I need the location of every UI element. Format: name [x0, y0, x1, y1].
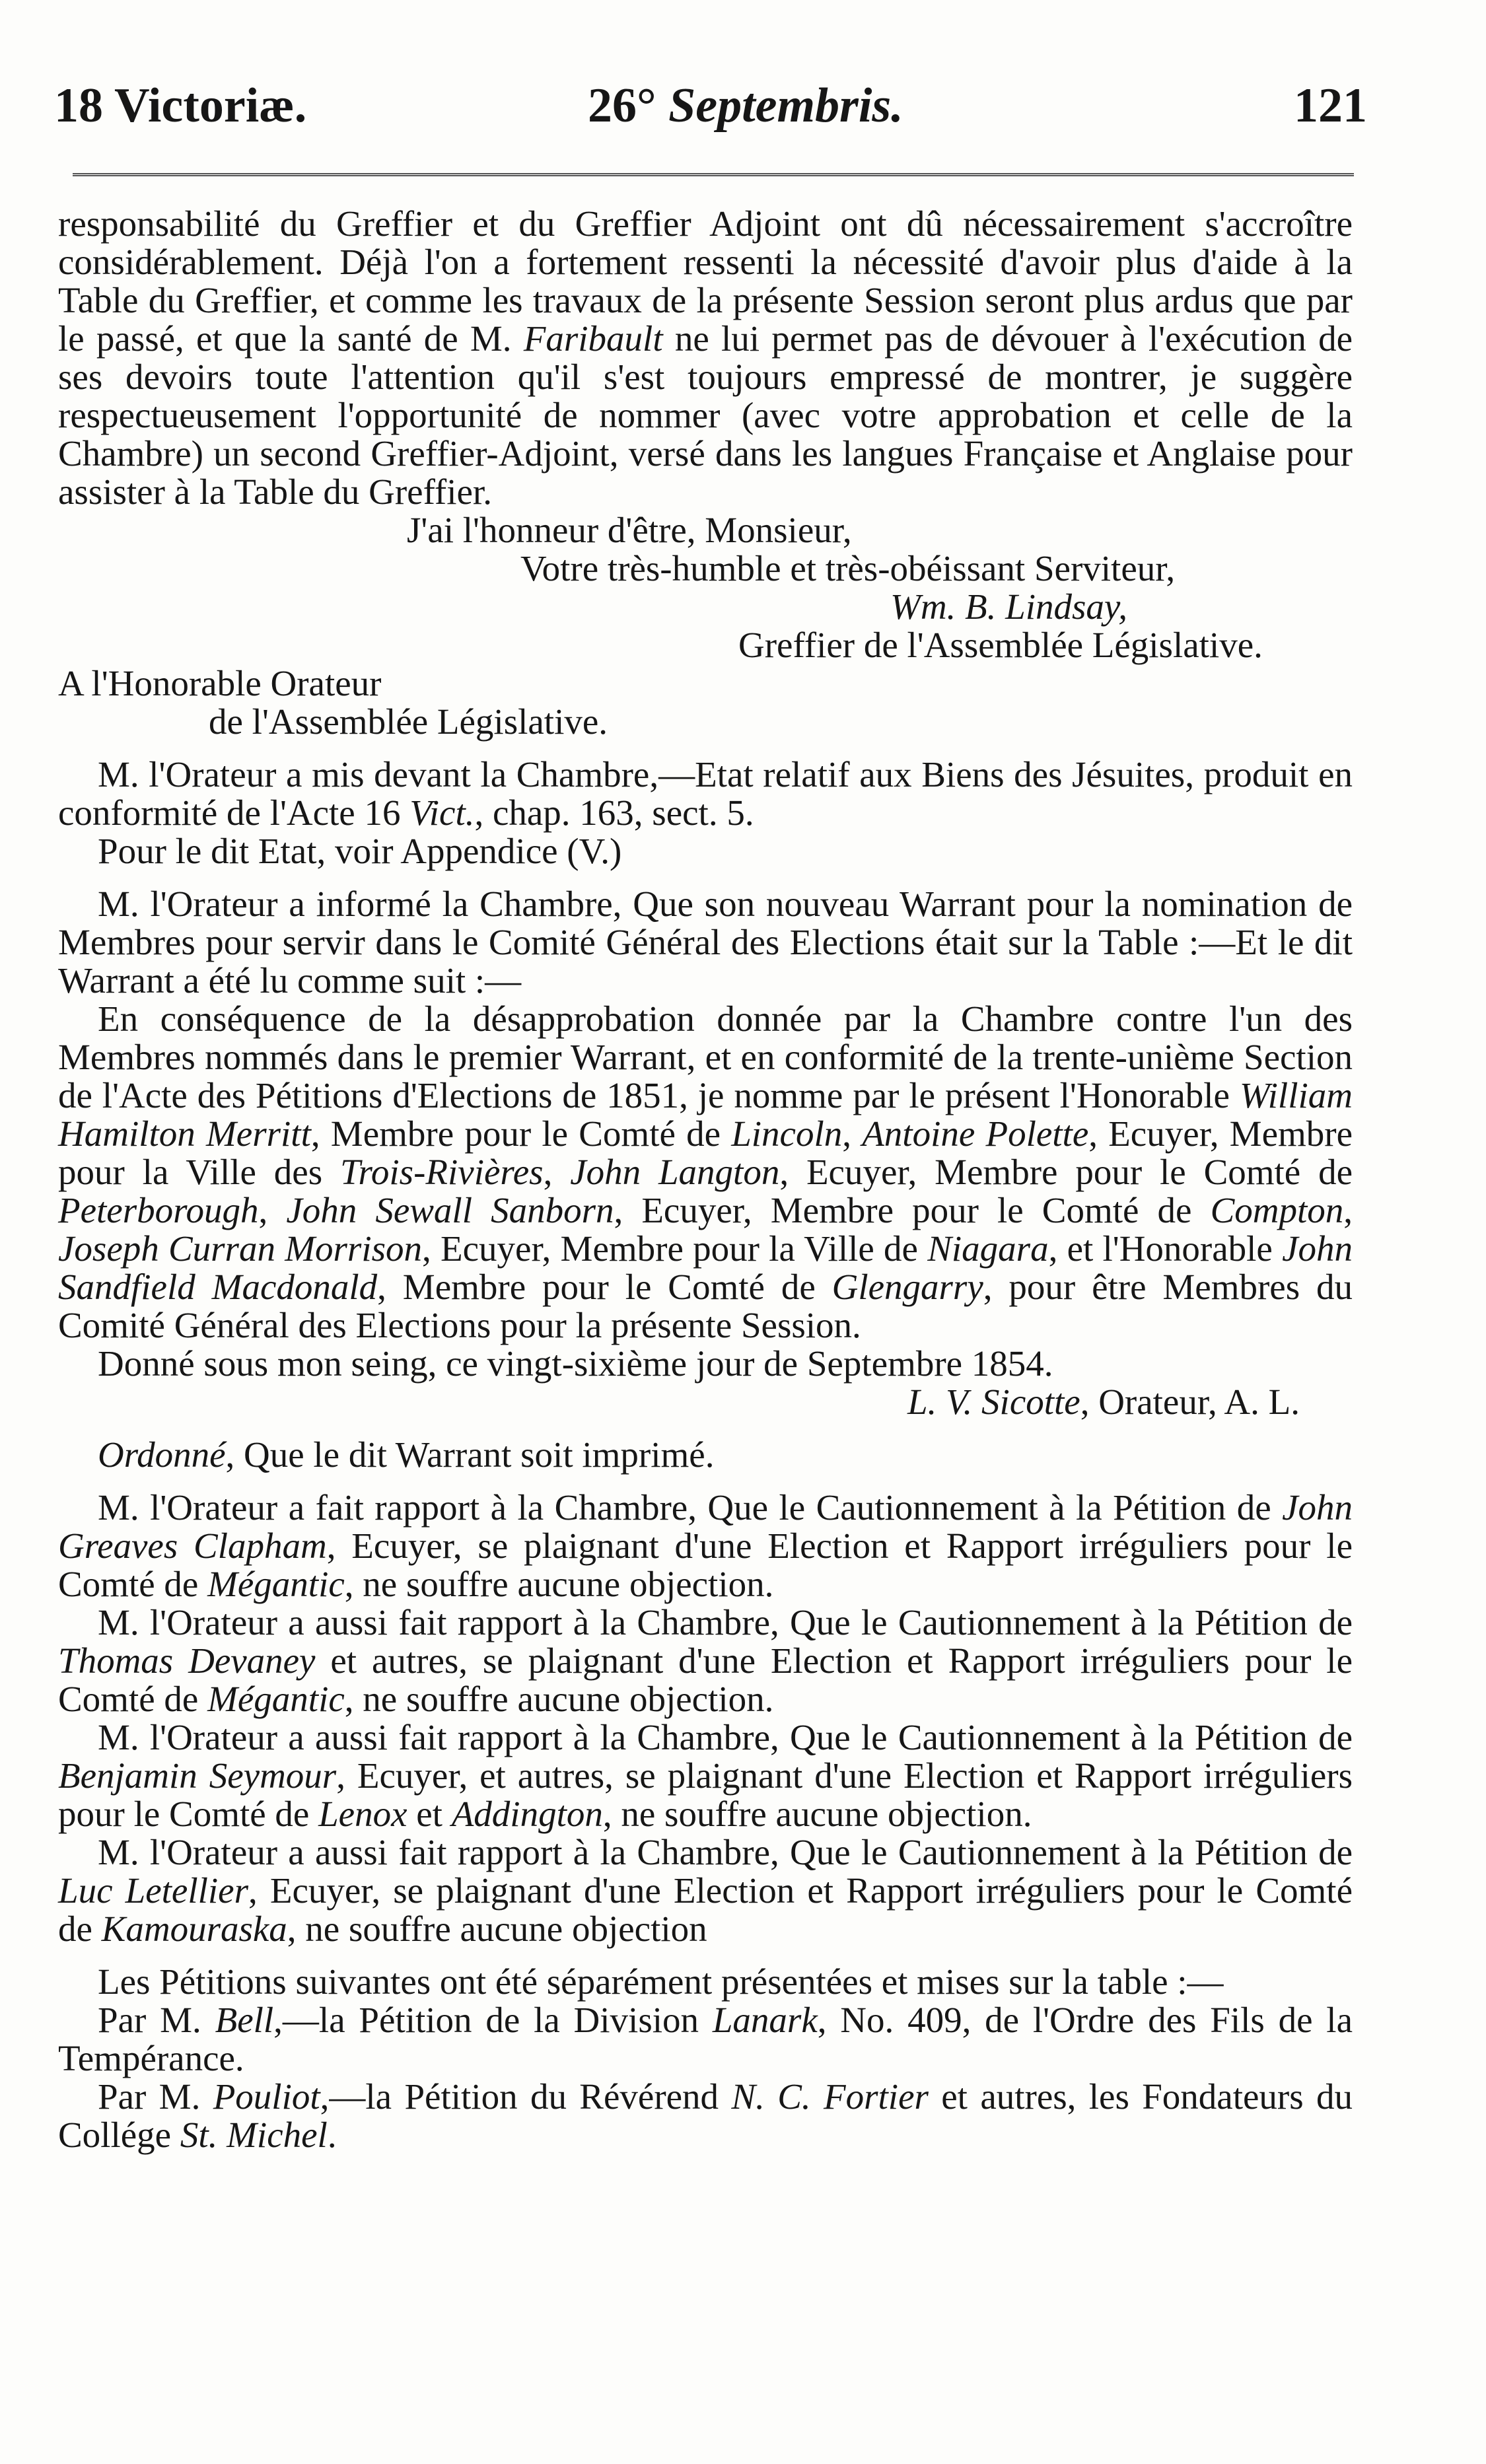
regnal-year: 18 Victoriæ. [54, 79, 307, 133]
recognizance-entry: M. l'Orateur a aussi fait rapport à la Chambre, Que le Cautionnement à la Pétition de Benjamin Seymour, Ecuyer, et autres, se plaignant d'une Election et Rapport irréguliers pour le Comté de Lenox et Addington, ne souffre aucune objection. [58, 1717, 1353, 1834]
letter-paragraph: responsabilité du Greffier et du Greffier Adjoint ont dû nécessairement s'accroître considérablement. Déjà l'on a fortement ressenti la nécessité d'avoir plus d'aide à la Table du Greffier, et comme les travaux de la présente Session seront plus ardus que par le passé, et que la santé de M. Faribault ne lui permet pas de dévouer à l'exécution de ses devoirs toute l'attention qu'il s'est toujours empressé de montrer, je suggère respectueusement l'opportunité de nommer (avec votre approbation et celle de la Chambre) un second Greffier-Adjoint, versé dans les langues Française et Anglaise pour assister à la Table du Greffier. [58, 203, 1353, 512]
page-number: 121 [1294, 79, 1367, 133]
running-head [54, 78, 1367, 144]
letter-address-2: de l'Assemblée Législative. [209, 701, 608, 742]
journal-body [58, 205, 1353, 2154]
petition-entry: Par M. Bell,—la Pétition de la Division Lanark, No. 409, de l'Ordre des Fils de la Tempérance. [58, 2000, 1353, 2078]
warrant-text: En conséquence de la désapprobation donnée par la Chambre contre l'un des Membres nommés dans le premier Warrant, et en conformité de la trente-unième Section de l'Acte des Pétitions d'Elections de 1851, je nomme par le présent l'Honorable William Hamilton Merritt, Membre pour le Comté de Lincoln, Antoine Polette, Ecuyer, Membre pour la Ville des Trois-Rivières, John Langton, Ecuyer, Membre pour le Comté de Peterborough, John Sewall Sanborn, Ecuyer, Membre pour le Comté de Compton, Joseph Curran Morrison, Ecuyer, Membre pour la Ville de Niagara, et l'Honorable John Sandfield Macdonald, Membre pour le Comté de Glengarry, pour être Membres du Comité Général des Elections pour la présente Session. [58, 999, 1353, 1345]
letter-signature-title: Greffier de l'Assemblée Législative. [738, 625, 1263, 665]
jesuits-estates-entry: M. l'Orateur a mis devant la Chambre,—Etat relatif aux Biens des Jésuites, produit en conformité de l'Acte 16 Vict., chap. 163, sect. 5. [58, 754, 1353, 833]
recognizance-entry: M. l'Orateur a aussi fait rapport à la Chambre, Que le Cautionnement à la Pétition de Thomas Devaney et autres, se plaignant d'une Election et Rapport irréguliers pour le Comté de Mégantic, ne souffre aucune objection. [58, 1602, 1353, 1719]
petition-entry: Par M. Pouliot,—la Pétition du Révérend N. C. Fortier et autres, les Fondateurs du Collége St. Michel. [58, 2076, 1353, 2155]
header-rule [73, 173, 1354, 176]
warrant-signature: L. V. Sicotte, Orateur, A. L. [907, 1382, 1300, 1422]
letter-address: A l'Honorable Orateur [58, 663, 382, 703]
warrant-intro: M. l'Orateur a informé la Chambre, Que son nouveau Warrant pour la nomination de Membres pour servir dans le Comité Général des Elections était sur la Table :—Et le dit Warrant a été lu comme suit :— [58, 884, 1353, 1001]
letter-signature: Wm. B. Lindsay, [890, 586, 1128, 627]
appendix-reference: Pour le dit Etat, voir Appendice (V.) [98, 831, 622, 871]
petitions-intro: Les Pétitions suivantes ont été séparément présentées et mises sur la table :— [98, 1961, 1224, 2002]
recognizance-entry: M. l'Orateur a fait rapport à la Chambre, Que le Cautionnement à la Pétition de John Greaves Clapham, Ecuyer, se plaignant d'une Election et Rapport irréguliers pour le Comté de Mégantic, ne souffre aucune objection. [58, 1487, 1353, 1604]
ordered-print: Ordonné, Que le dit Warrant soit imprimé. [98, 1434, 715, 1475]
letter-closing: J'ai l'honneur d'être, Monsieur, [407, 510, 852, 550]
recognizance-entry: M. l'Orateur a aussi fait rapport à la Chambre, Que le Cautionnement à la Pétition de Luc Letellier, Ecuyer, se plaignant d'une Election et Rapport irréguliers pour le Comté de Kamouraska, ne souffre aucune objection [58, 1832, 1353, 1949]
letter-closing-servant: Votre très-humble et très-obéissant Serviteur, [520, 548, 1176, 588]
warrant-given: Donné sous mon seing, ce vingt-sixième jour de Septembre 1854. [98, 1343, 1053, 1384]
date-heading: 26° Septembris. [588, 79, 903, 133]
